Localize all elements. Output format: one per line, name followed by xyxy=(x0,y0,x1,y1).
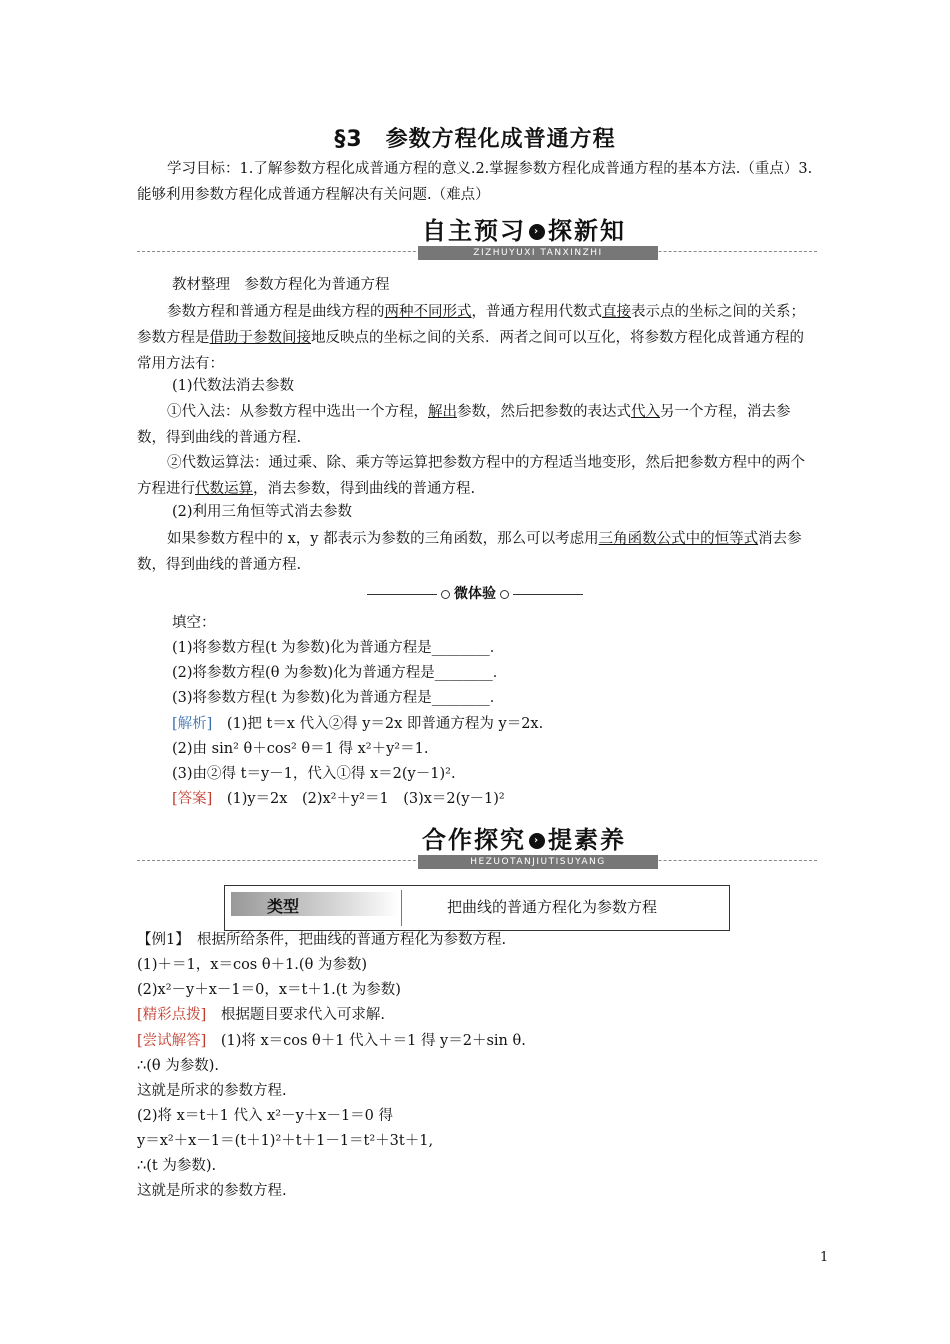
mini-experience-heading: 微体验 xyxy=(0,583,950,603)
analysis-line-2: (2)由 sin² θ＋cos² θ＝1 得 x²＋y²＝1. xyxy=(172,741,429,757)
method-trig: 如果参数方程中的 x，y 都表示为参数的三角函数，那么可以考虑用三角函数公式中的恒等式消去参数，得到曲线的普通方程. xyxy=(137,531,802,573)
banner-explore xyxy=(418,825,658,867)
method-2-heading: (2)利用三角恒等式消去参数 xyxy=(172,504,353,520)
hint-line: [精彩点拨] 根据题目要求代入可求解. xyxy=(137,1007,385,1023)
answer-tag: [答案] xyxy=(172,791,213,807)
solution-line-6: ∴(t 为参数). xyxy=(137,1158,217,1174)
arrow-right-icon: › xyxy=(529,224,545,240)
analysis-line-3: (3)由②得 t＝y－1，代入①得 x＝2(y－1)². xyxy=(172,766,456,782)
analysis-line-1: [解析] (1)把 t＝x 代入②得 y＝2x 即普通方程为 y＝2x. xyxy=(172,716,544,732)
answer-line: [答案] (1)y＝2x (2)x²＋y²＝1 (3)x＝2(y－1)² xyxy=(172,791,505,807)
page-number: 1 xyxy=(820,1250,829,1265)
banner-explore-sub: HEZUOTANJIUTISUYANG xyxy=(418,855,658,869)
fill-question-2: (2)将参数方程(θ 为参数)化为普通方程是________． xyxy=(172,665,508,681)
solution-tag: [尝试解答] xyxy=(137,1033,207,1049)
learning-objectives: 学习目标：1.了解参数方程化成普通方程的意义.2.掌握参数方程化成普通方程的基本方法.（重点）3.能够利用参数方程化成普通方程解决有关问题.（难点） xyxy=(137,161,813,203)
method-algebraic: ②代数运算法：通过乘、除、乘方等运算把参数方程中的方程适当地变形，然后把参数方程中的两个方程进行代数运算，消去参数，得到曲线的普通方程. xyxy=(137,455,805,497)
analysis-tag: [解析] xyxy=(172,716,213,732)
example-heading: 【例1】 根据所给条件，把曲线的普通方程化为参数方程. xyxy=(137,932,507,948)
solution-line-5: y＝x²＋x－1＝(t＋1)²＋t＋1－1＝t²＋3t＋1, xyxy=(137,1133,434,1149)
hint-tag: [精彩点拨] xyxy=(137,1007,207,1023)
type-tag: 类型 xyxy=(231,892,399,916)
arrow-right-icon: › xyxy=(529,833,545,849)
solution-line-7: 这就是所求的参数方程. xyxy=(137,1183,287,1199)
solution-line-1: [尝试解答] (1)将 x＝cos θ＋1 代入＋＝1 得 y＝2＋sin θ. xyxy=(137,1033,526,1049)
type-title: 把曲线的普通方程化为参数方程 xyxy=(447,898,658,916)
fill-question-1: (1)将参数方程(t 为参数)化为普通方程是________． xyxy=(172,640,505,656)
paragraph-intro: 参数方程和普通方程是曲线方程的两种不同形式，普通方程用代数式直接表示点的坐标之间的关系；参数方程是借助于参数间接地反映点的坐标之间的关系．两者之间可以互化，将参数方程化成普通方程的常用方法有： xyxy=(137,304,805,372)
method-1-heading: (1)代数法消去参数 xyxy=(172,378,295,394)
banner-explore-part1: 合作探究 xyxy=(422,826,526,854)
page-title: §3 参数方程化成普通方程 xyxy=(334,127,616,152)
example-condition-1: (1)＋＝1，x＝cos θ＋1.(θ 为参数) xyxy=(137,957,368,973)
fill-question-3: (3)将参数方程(t 为参数)化为普通方程是________． xyxy=(172,690,505,706)
type-box xyxy=(224,885,730,931)
circle-icon xyxy=(500,590,509,599)
banner-preview xyxy=(418,216,658,258)
circle-icon xyxy=(441,590,450,599)
section-heading: 教材整理 参数方程化为普通方程 xyxy=(172,277,390,293)
banner-explore-part2: 提素养 xyxy=(548,826,626,854)
banner-preview-sub: ZIZHUYUXI TANXINZHI xyxy=(418,246,658,260)
banner-preview-part2: 探新知 xyxy=(548,217,626,245)
solution-line-2: ∴(θ 为参数). xyxy=(137,1058,219,1074)
fill-heading: 填空： xyxy=(172,615,216,631)
banner-preview-part1: 自主预习 xyxy=(422,217,526,245)
example-condition-2: (2)x²－y＋x－1＝0，x＝t＋1.(t 为参数) xyxy=(137,982,401,998)
method-substitution: ①代入法：从参数方程中选出一个方程，解出参数，然后把参数的表达式代入另一个方程，消去参数，得到曲线的普通方程. xyxy=(137,404,791,446)
solution-line-4: (2)将 x＝t＋1 代入 x²－y＋x－1＝0 得 xyxy=(137,1108,394,1124)
solution-line-3: 这就是所求的参数方程. xyxy=(137,1083,287,1099)
